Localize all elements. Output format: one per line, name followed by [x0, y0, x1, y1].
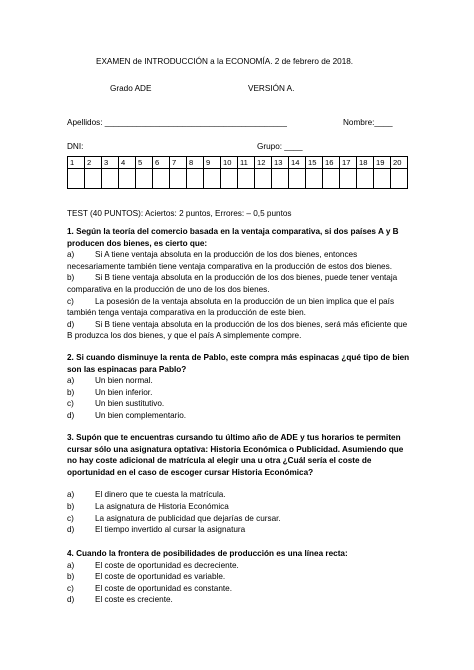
answer-grid-number: 11 — [238, 157, 255, 169]
answer-cell[interactable] — [306, 169, 323, 189]
option-letter: c) — [67, 583, 74, 593]
answer-option — [67, 513, 412, 525]
answer-cell[interactable] — [391, 169, 408, 189]
question-title: 1. Según la teoría del comercio basada en la ventaja comparativa, si dos países A y B producen dos bienes, es cierto que: — [67, 227, 399, 248]
option-letter: d) — [67, 595, 75, 605]
option-letter: c) — [67, 399, 74, 409]
answer-cell[interactable] — [221, 169, 238, 189]
answer-grid-number: 3 — [102, 157, 119, 169]
option-letter: d) — [67, 525, 75, 535]
question-3 — [67, 432, 412, 536]
option-letter: a) — [67, 490, 75, 500]
option-text: Si B tiene ventaja absoluta en la producción de los dos bienes, será más eficiente que B produzca los dos bienes, y que el país A simplemente compre. — [67, 319, 408, 341]
grupo-field: Grupo: ____ — [257, 142, 303, 151]
answer-option — [67, 489, 412, 501]
answer-cell[interactable] — [255, 169, 272, 189]
option-text: La asignatura de publicidad que dejarías de cursar. — [95, 513, 281, 523]
answer-option — [67, 560, 412, 572]
answer-grid-number: 17 — [340, 157, 357, 169]
option-letter: b) — [67, 572, 75, 582]
answer-grid-number: 16 — [323, 157, 340, 169]
answer-option — [67, 398, 412, 410]
answer-grid-number: 9 — [204, 157, 221, 169]
option-text: Un bien inferior. — [95, 387, 153, 397]
option-letter: d) — [67, 410, 75, 420]
option-letter: b) — [67, 387, 75, 397]
answer-option — [67, 583, 412, 595]
question-title: 4. Cuando la frontera de posibilidades de producción es una línea recta: — [67, 549, 348, 558]
answer-option — [67, 571, 412, 583]
answer-option — [67, 296, 412, 319]
option-letter: b) — [67, 273, 75, 283]
question-1 — [67, 226, 412, 342]
answer-option — [67, 249, 412, 272]
option-text: Si A tiene ventaja absoluta en la producción de los dos bienes, entonces necesariamente también tiene ventaja comparativa en la producción de estos dos bienes. — [67, 250, 392, 271]
answer-cell[interactable] — [119, 169, 136, 189]
nombre-field: Nombre:____ — [343, 118, 393, 127]
option-text: Un bien sustitutivo. — [95, 399, 165, 409]
answer-cell[interactable] — [323, 169, 340, 189]
version-label: VERSIÓN A. — [248, 84, 295, 93]
answer-cell[interactable] — [357, 169, 374, 189]
answer-cell[interactable] — [170, 169, 187, 189]
question-2 — [67, 352, 412, 422]
option-text: Un bien normal. — [95, 376, 153, 386]
answer-grid-number: 8 — [187, 157, 204, 169]
answer-option — [67, 387, 412, 399]
answer-grid-answer-row — [68, 169, 408, 189]
option-text: Si B tiene ventaja absoluta en la producción de los dos bienes, puede tener ventaja comparativa en la producción de uno de los dos bienes. — [67, 273, 398, 294]
option-text: El coste de oportunidad es variable. — [95, 572, 226, 582]
answer-cell[interactable] — [272, 169, 289, 189]
answer-cell[interactable] — [238, 169, 255, 189]
answer-cell[interactable] — [68, 169, 85, 189]
option-letter: c) — [67, 513, 74, 523]
answer-cell[interactable] — [204, 169, 221, 189]
answer-option — [67, 594, 412, 606]
answer-option — [67, 410, 412, 422]
answer-grid-number: 12 — [255, 157, 272, 169]
answer-grid-number: 13 — [272, 157, 289, 169]
option-letter: c) — [67, 296, 74, 306]
answer-grid-number: 18 — [357, 157, 374, 169]
answer-option — [67, 375, 412, 387]
test-info: TEST (40 PUNTOS): Aciertos: 2 puntos, Errores: – 0,5 puntos — [67, 209, 292, 218]
answer-cell[interactable] — [374, 169, 391, 189]
option-letter: b) — [67, 501, 75, 511]
question-title: 2. Si cuando disminuye la renta de Pablo, este compra más espinacas ¿qué tipo de bien son las espinacas para Pablo? — [67, 353, 410, 374]
answer-grid-number: 15 — [306, 157, 323, 169]
answer-grid-number: 1 — [68, 157, 85, 169]
answer-cell[interactable] — [153, 169, 170, 189]
answer-cell[interactable] — [136, 169, 153, 189]
answer-option — [67, 272, 412, 295]
option-text: La posesión de la ventaja absoluta en la producción de un bien implica que el país también tenga ventaja comparativa en la producción de este bien. — [67, 296, 395, 318]
option-text: La asignatura de Historia Económica — [95, 501, 229, 511]
exam-title: EXAMEN de INTRODUCCIÓN a la ECONOMÍA. 2 de febrero de 2018. — [96, 57, 354, 66]
option-letter: a) — [67, 250, 75, 260]
answer-cell[interactable] — [102, 169, 119, 189]
answer-grid-number: 14 — [289, 157, 306, 169]
option-text: El coste de oportunidad es decreciente. — [95, 560, 239, 570]
answer-grid — [67, 156, 408, 189]
answer-option — [67, 319, 412, 342]
question-title: 3. Supón que te encuentras cursando tu último año de ADE y tus horarios te permiten cursar sólo una asignatura optativa: Historia Económica o Publicidad. Asumiendo que no hay coste adicional de matrícula al elegir una u otra ¿Cuál sería el coste de oportunidad en el caso de escoger cursar Historia Económica? — [67, 433, 404, 477]
answer-cell[interactable] — [289, 169, 306, 189]
answer-grid-number: 10 — [221, 157, 238, 169]
grado-label: Grado ADE — [110, 84, 152, 93]
question-4 — [67, 548, 412, 606]
answer-grid-number: 2 — [85, 157, 102, 169]
dni-field: DNI: — [67, 142, 84, 151]
answer-grid-number: 5 — [136, 157, 153, 169]
answer-grid-number: 4 — [119, 157, 136, 169]
option-letter: a) — [67, 376, 75, 386]
answer-cell[interactable] — [340, 169, 357, 189]
apellidos-field: Apellidos: ________________________________________ — [67, 118, 287, 127]
answer-grid-number: 19 — [374, 157, 391, 169]
option-text: El coste es creciente. — [95, 595, 173, 605]
answer-cell[interactable] — [85, 169, 102, 189]
answer-option — [67, 524, 412, 536]
answer-grid-numbers-row — [68, 157, 408, 169]
option-text: El dinero que te cuesta la matrícula. — [95, 490, 226, 500]
answer-option — [67, 501, 412, 513]
option-letter: d) — [67, 319, 75, 329]
answer-grid-number: 20 — [391, 157, 408, 169]
answer-grid-number: 6 — [153, 157, 170, 169]
option-text: El tiempo invertido al cursar la asignatura — [95, 525, 246, 535]
answer-cell[interactable] — [187, 169, 204, 189]
answer-grid-number: 7 — [170, 157, 187, 169]
option-letter: a) — [67, 560, 75, 570]
option-text: El coste de oportunidad es constante. — [95, 583, 233, 593]
option-text: Un bien complementario. — [95, 410, 187, 420]
